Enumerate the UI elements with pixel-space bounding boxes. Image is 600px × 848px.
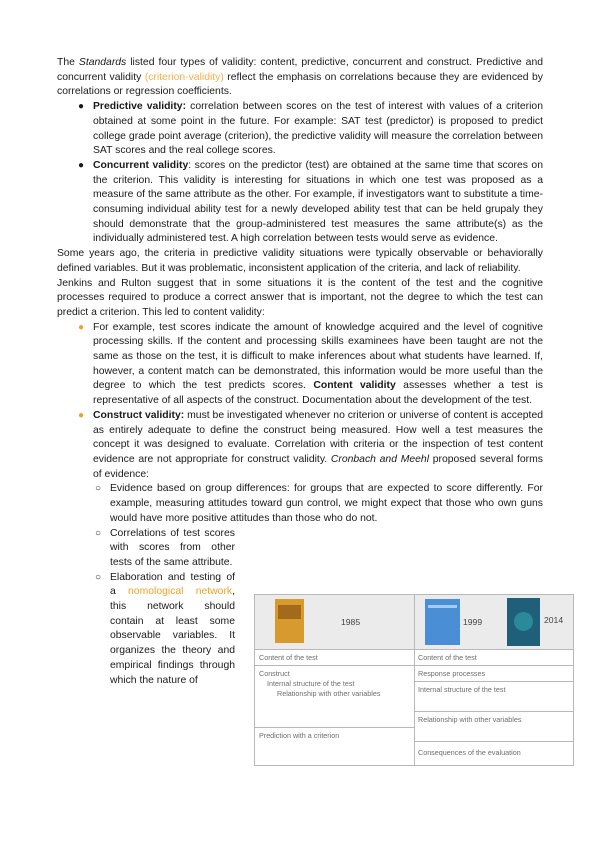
right-consequences: Consequences of the evaluation xyxy=(418,748,521,757)
list-item: ● Concurrent validity: scores on the predictor (test) are obtained at the same time that scores on the criterion. This validity is interesting for situations in which one test was proposed as a measure of the same attribute as the other. For example, if investigators want to substitute a time-consuming individual ability test for a newly developed ability test that can be held grupaly they should demonstrate that the group-administered test measures the same attribute(s) as the individually administered test. A high correlation between tests would serve as evidence. xyxy=(78,159,543,245)
bullet-icon: ● xyxy=(78,101,85,113)
year-1985: 1985 xyxy=(341,617,361,627)
list-item: ○ Evidence based on group differences: for groups that are expected to score differently. For example, measuring attitudes toward gun control, we might expect that those who own guns would have more positive attitudes than those who do not. xyxy=(95,483,543,524)
left-relationship: Relationship with other variables xyxy=(277,689,381,698)
list-item: ● Predictive validity: correlation between scores on the test of interest with values of a criterion obtained at some point in the future. For example: SAT test (predictor) is proposed to predict college grade point average (criterion), the predictive validity will measure the correlation between SAT scores and the real college scores. xyxy=(78,101,543,157)
right-response-processes: Response processes xyxy=(418,669,486,678)
figure-divider xyxy=(414,595,415,765)
criterion-validity-highlight: (criterion-validity) xyxy=(144,71,224,83)
bullet-icon: ● xyxy=(78,321,85,333)
standards-comparison-figure xyxy=(254,594,574,766)
left-content-of-test: Content of the test xyxy=(259,653,318,662)
right-relationship: Relationship with other variables xyxy=(418,715,522,724)
left-construct: Construct xyxy=(259,669,290,678)
intro-paragraph: The Standards listed four types of validity: content, predictive, concurrent and construct. Predictive and concurrent validity (criterion-validity) reflect the emphasis on correlations because they are evidenced by correlations or regression coefficients. xyxy=(57,57,543,98)
cronbach-meehl: Cronbach and Meehl xyxy=(330,453,429,465)
book-1985-cover xyxy=(275,599,304,643)
year-2014: 2014 xyxy=(544,615,564,625)
list-item: ○ Correlations of test scores with scores from other tests of the same attribute. xyxy=(95,527,235,568)
construct-validity-term: Construct validity: xyxy=(93,409,185,421)
right-internal-structure: Internal structure of the test xyxy=(418,685,506,694)
validity-types-list xyxy=(57,100,543,247)
evidence-left-column xyxy=(93,527,235,689)
hollow-bullet-icon: ○ xyxy=(95,483,102,495)
book-2014-cover xyxy=(507,598,540,646)
hollow-bullet-icon: ○ xyxy=(95,527,102,539)
content-validity-term: Content validity xyxy=(313,380,396,392)
list-item: ● For example, test scores indicate the amount of knowledge acquired and the level of cognitive processing skills. If the content and processing skills examinees have been taught are not the same as those on the test, it is difficult to make inferences about what students have learned. If, however, a content match can be demonstrated, this information would be more useful than the degree to which the test predicts scores. Content validity assesses whether a test is representative of all aspects of the construct. Documentation about the development of the test. xyxy=(78,321,544,407)
list-item: ○ Elaboration and testing of a nomological network, this network should contain at least some observable variables. It organizes the theory and empirical findings through which the nature of xyxy=(95,571,235,686)
hollow-bullet-icon: ○ xyxy=(95,571,102,583)
left-prediction-criterion: Prediction with a criterion xyxy=(259,731,340,740)
bullet-icon: ● xyxy=(78,159,85,171)
list-item: ● Construct validity: must be investigated whenever no criterion or universe of content is accepted as entirely adequate to define the construct being measured. How well a test measures the concept it was designed to evaluate. Correlation with criteria or the inspection of test content evidence are not appropriate for construct validity. Cronbach and Meehl proposed several forms of evidence: ○ Evidence based on group differences: for groups that are expected to score differently. For example, measuring attitudes toward gun control, we might expect that those who own guns would have more positive attitudes than those who do not. ○ Correlations of test scores with scores from other tests of the same attribute. ○ Elaboration and testing of a nomological network, this network should contain at least some observable variables. It organizes the theory and empirical findings through which the nature of xyxy=(57,409,543,688)
evidence-list xyxy=(93,482,543,526)
standards-term: Standards xyxy=(78,57,127,68)
paragraph-criteria: Some years ago, the criteria in predictive validity situations were typically observable or behaviorally defined variables. But it was problematic, inconsistent application of the criteria, and lack of reliability. xyxy=(57,248,543,274)
predictive-validity-term: Predictive validity: xyxy=(93,101,187,113)
bullet-icon: ● xyxy=(78,409,85,421)
left-internal-structure: Internal structure of the test xyxy=(267,679,355,688)
paragraph-jenkins: Jenkins and Rulton suggest that in some situations it is the content of the test and the cognitive processes required to produce a correct answer that is important, not the degree to which the test can predict a criterion. This led to content validity: xyxy=(57,277,543,318)
right-content-of-test: Content of the test xyxy=(418,653,477,662)
concurrent-validity-term: Concurrent validity xyxy=(93,159,189,171)
book-1999-cover xyxy=(425,599,460,645)
year-1999: 1999 xyxy=(463,617,483,627)
nomological-network-link[interactable]: nomological network xyxy=(128,586,233,598)
